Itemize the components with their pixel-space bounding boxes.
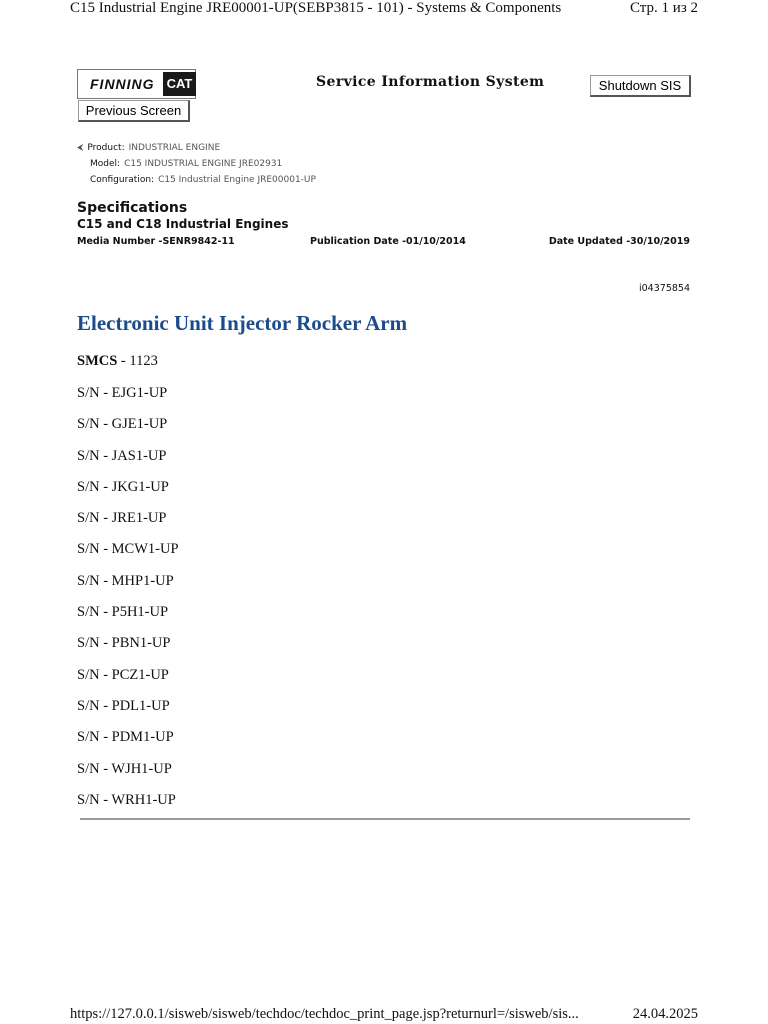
back-arrow-icon[interactable]: ⮜ — [77, 143, 84, 153]
product-value: INDUSTRIAL ENGINE — [128, 143, 221, 153]
list-item: S/N - GJE1-UP — [77, 416, 168, 433]
print-header — [70, 0, 698, 20]
print-footer-date: 24.04.2025 — [632, 1006, 698, 1022]
content-divider — [80, 818, 690, 820]
list-item: S/N - JAS1-UP — [77, 447, 167, 464]
page-title: Electronic Unit Injector Rocker Arm — [77, 311, 408, 335]
breadcrumb — [77, 140, 316, 188]
breadcrumb-product[interactable] — [77, 140, 316, 156]
list-item: S/N - WRH1-UP — [77, 791, 176, 808]
smcs-value: - 1123 — [117, 353, 158, 369]
system-title: Service Information System — [316, 74, 545, 90]
smcs-label: SMCS — [77, 353, 118, 369]
smcs-line — [77, 353, 158, 370]
list-item: S/N - P5H1-UP — [77, 604, 169, 621]
model-value: C15 INDUSTRIAL ENGINE JRE02931 — [124, 159, 283, 169]
previous-screen-button[interactable]: Previous Screen — [78, 100, 190, 122]
list-item: S/N - PDL1-UP — [77, 697, 170, 714]
configuration-value: C15 Industrial Engine JRE00001-UP — [158, 175, 316, 185]
list-item: S/N - MCW1-UP — [77, 541, 179, 558]
breadcrumb-configuration — [77, 172, 316, 188]
document-subtitle: C15 and C18 Industrial Engines — [77, 217, 289, 231]
publication-date: Publication Date -01/10/2014 — [310, 236, 466, 247]
list-item: S/N - PBN1-UP — [77, 635, 171, 652]
finning-cat-logo — [77, 69, 196, 99]
product-label: Product: — [87, 143, 125, 153]
list-item: S/N - JRE1-UP — [77, 510, 167, 527]
list-item: S/N - PDM1-UP — [77, 729, 174, 746]
configuration-label: Configuration: — [90, 175, 155, 185]
list-item: S/N - WJH1-UP — [77, 760, 172, 777]
model-label: Model: — [90, 159, 121, 169]
page-indicator: Стр. 1 из 2 — [630, 0, 698, 16]
serial-number-list — [77, 384, 179, 822]
shutdown-sis-button[interactable]: Shutdown SIS — [590, 75, 691, 97]
list-item: S/N - EJG1-UP — [77, 385, 168, 401]
cat-logo-text: CAT — [163, 72, 197, 96]
list-item: S/N - PCZ1-UP — [77, 666, 169, 683]
media-number: Media Number -SENR9842-11 — [77, 236, 235, 247]
section-title: Specifications — [77, 200, 188, 216]
list-item: S/N - JKG1-UP — [77, 478, 169, 495]
list-item: S/N - MHP1-UP — [77, 572, 174, 589]
document-id: i04375854 — [639, 283, 690, 294]
print-header-title: C15 Industrial Engine JRE00001-UP(SEBP3815 - 101) - Systems & Components — [70, 0, 562, 16]
date-updated: Date Updated -30/10/2019 — [548, 236, 690, 247]
print-footer-url: https://127.0.0.1/sisweb/sisweb/techdoc/techdoc_print_page.jsp?returnurl=/sisweb/sis... — [70, 1006, 579, 1022]
finning-logo-text: FINNING — [90, 76, 155, 92]
breadcrumb-model — [77, 156, 316, 172]
